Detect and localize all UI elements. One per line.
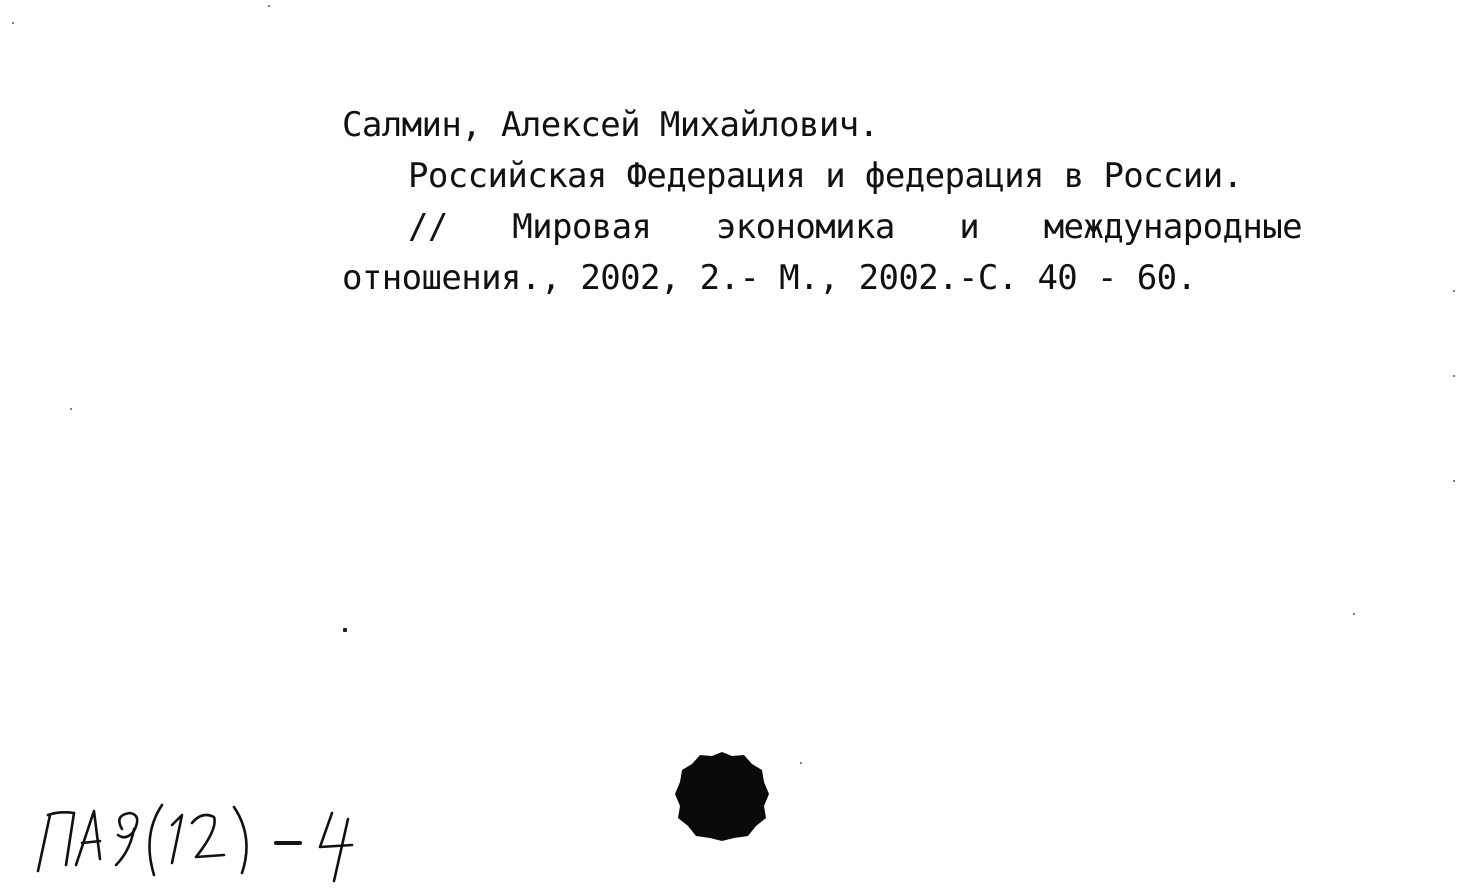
scan-speck	[1453, 290, 1455, 292]
scan-speck	[1453, 480, 1455, 482]
scan-speck	[1353, 613, 1355, 615]
scan-speck	[268, 5, 270, 7]
scan-speck	[12, 22, 14, 24]
author-name: Салмин, Алексей Михайлович.	[342, 105, 879, 145]
source-line-continued: отношения., 2002, 2.- М., 2002.-С. 40 - 60.	[342, 258, 1197, 298]
scan-speck	[800, 762, 802, 764]
scan-speck	[343, 628, 347, 632]
punched-hole	[674, 750, 770, 842]
scan-speck	[1453, 375, 1455, 377]
bibliographic-entry	[342, 100, 1302, 304]
work-title: Российская Федерация и федерация в России.	[408, 156, 1243, 196]
source-line: // Мировая экономика и международные	[408, 207, 1302, 247]
handwritten-shelfmark	[30, 785, 370, 885]
scan-speck	[70, 408, 72, 410]
